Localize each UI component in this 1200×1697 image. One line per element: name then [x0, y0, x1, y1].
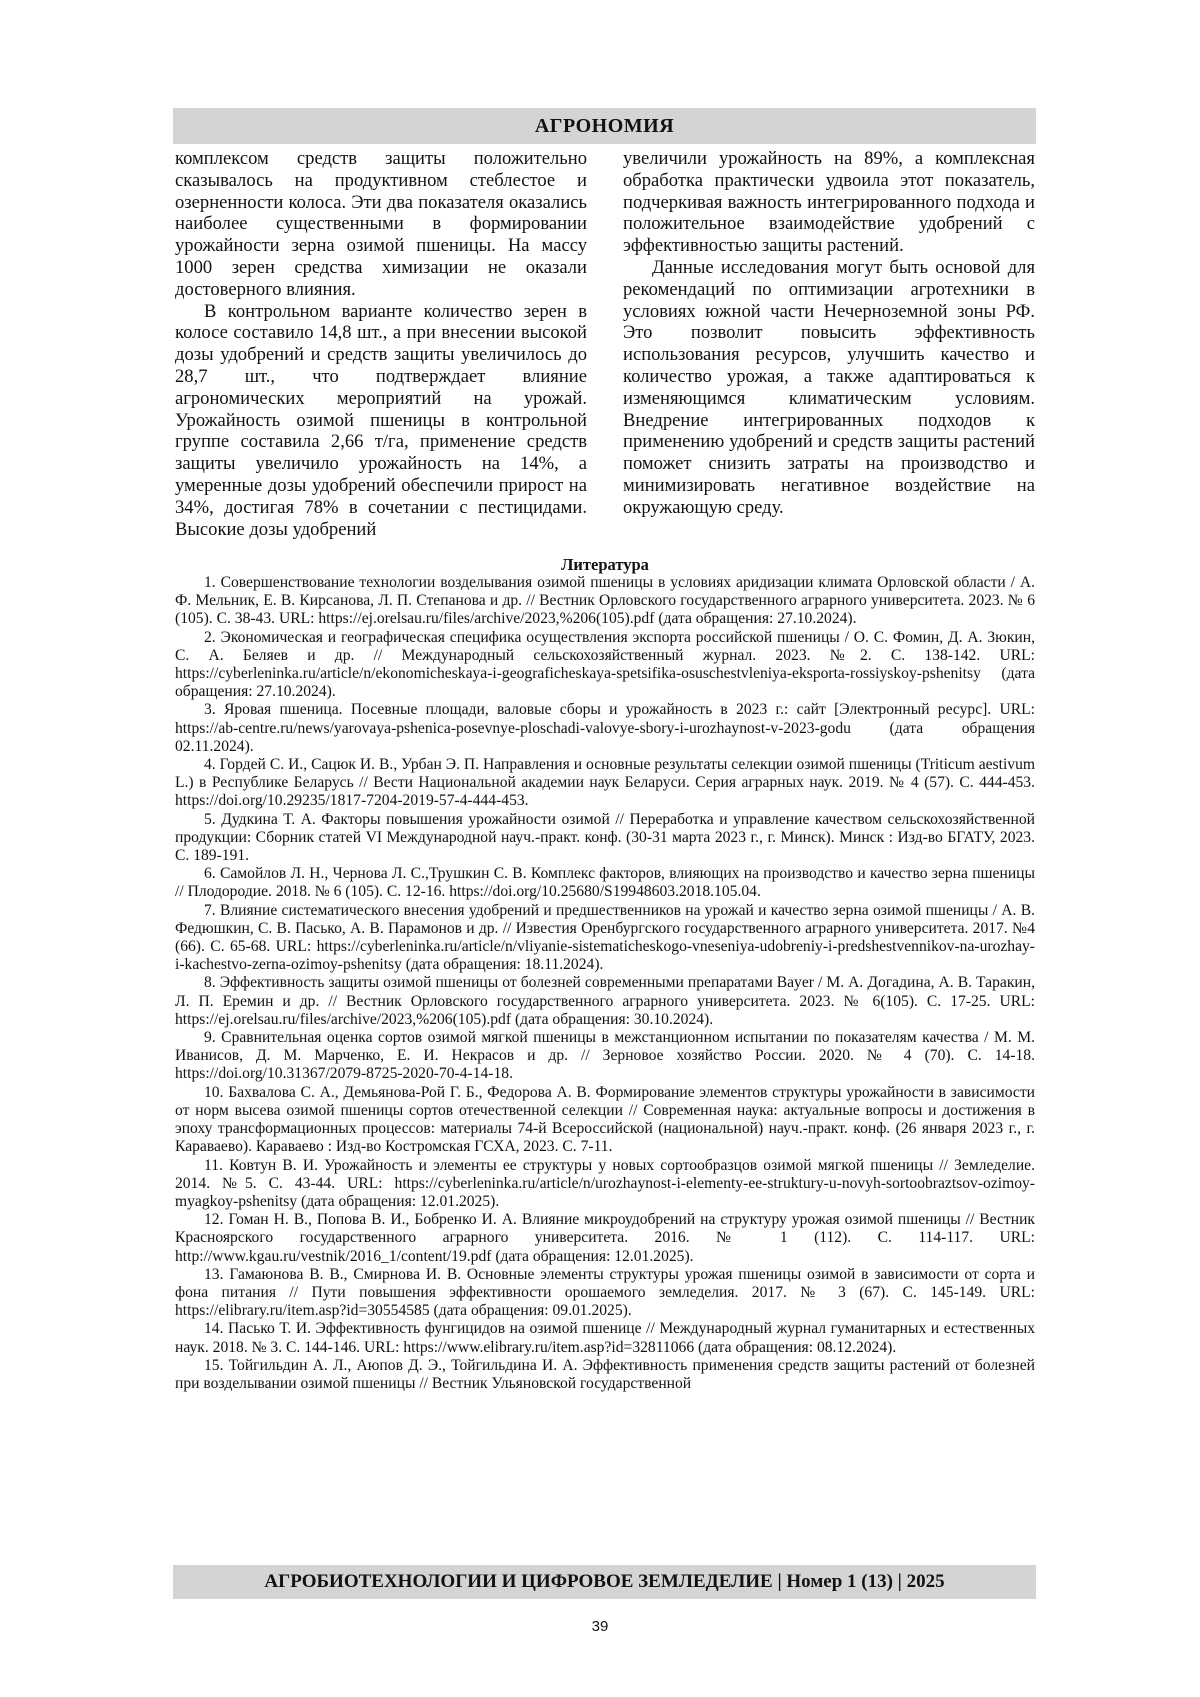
reference-item: 2. Экономическая и географическая специфика осуществления экспорта российской пшеницы / О. С. Фомин, Д. А. Зюкин, С. А. Беляев и др. // Международный сельскохозяйственный журнал. 2023. №2. С. 138-142. URL: https://cyberleninka.ru/article/n/ekonomicheskaya-i-geograficheskaya-spetsifika-osuschestvleniya-eksporta-rossiyskoy-pshenitsy (дата обращения: 27.10.2024).	[175, 628, 1035, 701]
journal-footer: АГРОБИОТЕХНОЛОГИИ И ЦИФРОВОЕ ЗЕМЛЕДЕЛИЕ | Номер 1 (13) | 2025	[173, 1565, 1036, 1599]
reference-item: 6. Самойлов Л. Н., Чернова Л. С.,Трушкин С. В. Комплекс факторов, влияющих на производство и качество зерна пшеницы // Плодородие. 2018. № 6 (105). С. 12-16. https://doi.org/10.25680/S19948603.2018.105.04.	[175, 865, 1035, 901]
reference-item: 13. Гамаюнова В. В., Смирнова И. В. Основные элементы структуры урожая пшеницы озимой в зависимости от сорта и фона питания // Пути повышения эффективности орошаемого земледелия. 2017. № 3 (67). С. 145-149. URL: https://elibrary.ru/item.asp?id=30554585 (дата обращения: 09.01.2025).	[175, 1265, 1035, 1320]
reference-item: 4. Гордей С. И., Сацюк И. В., Урбан Э. П. Направления и основные результаты селекции озимой пшеницы (Triticum aestivum L.) в Республике Беларусь // Вести Национальной академии наук Беларуси. Серия аграрных наук. 2019. № 4 (57). С. 444-453. https://doi.org/10.29235/1817-7204-2019-57-4-444-453.	[175, 756, 1035, 810]
page-number: 39	[591, 1618, 609, 1635]
paragraph: увеличили урожайность на 89%, а комплексная обработка практически удвоила этот показатель, подчеркивая важность интегрированного подхода и положительное взаимодействие удобрений с эффективностью защиты растений.	[623, 148, 1035, 257]
section-header: АГРОНОМИЯ	[173, 108, 1036, 144]
references-list	[175, 574, 1035, 1393]
reference-item: 5. Дудкина Т. А. Факторы повышения урожайности озимой // Переработка и управление качеством сельскохозяйственной продукции: Сборник статей VI Международной науч.-практ. конф. (30-31 марта 2023 г., г. Минск). Минск : Изд-во БГАТУ, 2023. С. 189-191.	[175, 810, 1035, 865]
reference-item: 10. Бахвалова С. А., Демьянова-Рой Г. Б., Федорова А. В. Формирование элементов структуры урожайности в зависимости от норм высева озимой пшеницы сортов отечественной селекции // Современная наука: актуальные вопросы и достижения в эпоху трансформационных процессов: материалы 74-й Всероссийской (национальной) науч.-практ. конф. (26 января 2023 г., г. Караваево). Караваево : Изд-во Костромская ГСХА, 2023. С. 7-11.	[175, 1083, 1035, 1156]
reference-item: 1. Совершенствование технологии возделывания озимой пшеницы в условиях аридизации климата Орловской области / А. Ф. Мельник, Е. В. Кирсанова, Л. П. Степанова и др. // Вестник Орловского государственного аграрного университета. 2023. № 6 (105). С. 38-43. URL: https://ej.orelsau.ru/files/archive/2023,%206(105).pdf (дата обращения: 27.10.2024).	[175, 574, 1035, 628]
paragraph: комплексом средств защиты положительно сказывалось на продуктивном стеблестое и озерненности колоса. Эти два показателя оказались наиболее существенными в формировании урожайности зерна озимой пшеницы. На массу 1000 зерен средства химизации не оказали достоверного влияния.	[175, 148, 587, 300]
paragraph: Данные исследования могут быть основой для рекомендаций по оптимизации агротехники в условиях южной части Нечерноземной зоны РФ. Это позволит повысить эффективность использования ресурсов, улучшить качество и количество урожая, а также адаптироваться к изменяющимся климатическим условиям. Внедрение интегрированных подходов к применению удобрений и средств защиты растений поможет снизить затраты на производство и минимизировать негативное воздействие на окружающую среду.	[623, 256, 1035, 518]
reference-item: 7. Влияние систематического внесения удобрений и предшественников на урожай и качество зерна озимой пшеницы / А. В. Федюшкин, С. В. Пасько, А. В. Парамонов и др. // Известия Оренбургского государственного аграрного университета. 2017. №4 (66). С. 65-68. URL: https://cyberleninka.ru/article/n/vliyanie-sistematicheskogo-vneseniya-udobreniy-i-predshestvennikov-na-urozhay-i-kachestvo-zerna-ozimoy-pshenitsy (дата обращения: 18.11.2024).	[175, 901, 1035, 974]
left-column	[175, 148, 587, 540]
reference-item: 11. Ковтун В. И. Урожайность и элементы ее структуры у новых сортообразцов озимой мягкой пшеницы // Земледелие. 2014. №5. С. 43-44. URL: https://cyberleninka.ru/article/n/urozhaynost-i-elementy-ee-struktury-u-novyh-sortoobraztsov-ozimoy-myagkoy-pshenitsy (дата обращения: 12.01.2025).	[175, 1156, 1035, 1210]
reference-item: 12. Гоман Н. В., Попова В. И., Бобренко И. А. Влияние микроудобрений на структуру урожая озимой пшеницы // Вестник Красноярского государственного аграрного университета. 2016. № 1 (112). С. 114-117. URL: http://www.kgau.ru/vestnik/2016_1/content/19.pdf (дата обращения: 12.01.2025).	[175, 1211, 1035, 1265]
right-column	[623, 148, 1035, 540]
reference-item: 9. Сравнительная оценка сортов озимой мягкой пшеницы в межстанционном испытании по показателям качества / М. М. Иванисов, Д. М. Марченко, Е. И. Некрасов и др. // Зерновое хозяйство России. 2020. № 4 (70). С. 14-18. https://doi.org/10.31367/2079-8725-2020-70-4-14-18.	[175, 1029, 1035, 1083]
reference-item: 8. Эффективность защиты озимой пшеницы от болезней современными препаратами Bayer / М. А. Догадина, А. В. Таракин, Л. П. Еремин и др. // Вестник Орловского государственного аграрного университета. 2023. № 6(105). С. 17-25. URL: https://ej.orelsau.ru/files/archive/2023,%206(105).pdf (дата обращения: 30.10.2024).	[175, 974, 1035, 1028]
reference-item: 15. Тойгильдин А. Л., Аюпов Д. Э., Тойгильдина И. А. Эффективность применения средств защиты растений от болезней при возделывании озимой пшеницы // Вестник Ульяновской государственной	[175, 1356, 1035, 1392]
reference-item: 14. Пасько Т. И. Эффективность фунгицидов на озимой пшенице // Международный журнал гуманитарных и естественных наук. 2018. № 3. С. 144-146. URL: https://www.elibrary.ru/item.asp?id=32811066 (дата обращения: 08.12.2024).	[175, 1320, 1035, 1356]
reference-item: 3. Яровая пшеница. Посевные площади, валовые сборы и урожайность в 2023 г.: сайт [Электронный ресурс]. URL: https://ab-centre.ru/news/yarovaya-pshenica-posevnye-ploschadi-valovye-sbory-i-urozhaynost-v-2023-godu (дата обращения 02.11.2024).	[175, 701, 1035, 755]
body-columns	[175, 148, 1035, 540]
references-heading: Литература	[561, 555, 649, 574]
paragraph: В контрольном варианте количество зерен в колосе составило 14,8 шт., а при внесении высокой дозы удобрений и средств защиты увеличилось до 28,7 шт., что подтверждает влияние агрономических мероприятий на урожай. Урожайность озимой пшеницы в контрольной группе составила 2,66 т/га, применение средств защиты увеличило урожайность на 14%, а умеренные дозы удобрений обеспечили прирост на 34%, достигая 78% в сочетании с пестицидами. Высокие дозы удобрений	[175, 300, 587, 540]
